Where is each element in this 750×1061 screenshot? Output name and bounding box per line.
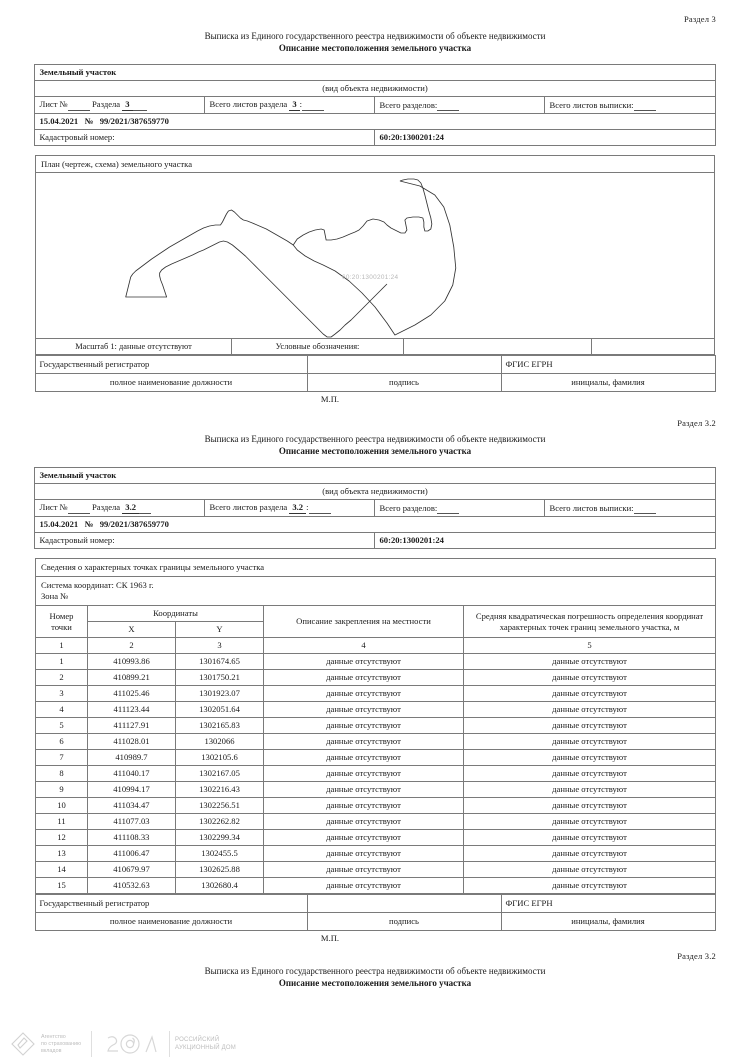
parcel-boundary-polygon: [293, 179, 456, 335]
coordinates-section-header: Сведения о характерных точках границы земельного участка: [36, 559, 716, 577]
document-title-1: Выписка из Единого государственного реестра недвижимости об объекте недвижимости: [204, 31, 546, 41]
document-subtitle-2: Описание местоположения земельного участка: [278, 446, 472, 456]
document-title-3: Выписка из Единого государственного реестра недвижимости об объекте недвижимости: [204, 966, 546, 976]
y-cell: 1302455.5: [176, 846, 264, 862]
x-cell: 410993.86: [88, 654, 176, 670]
point-number-cell: 13: [36, 846, 88, 862]
section-tag-3-2: Раздел 3.2: [677, 418, 716, 428]
description-cell: данные отсутствуют: [264, 766, 464, 782]
table-row: [36, 862, 716, 878]
plan-legend-label: Условные обозначения:: [232, 339, 404, 354]
x-cell: 411077.03: [88, 814, 176, 830]
caption-signature: подпись: [307, 374, 501, 392]
description-cell: данные отсутствуют: [264, 782, 464, 798]
y-cell: 1302256.51: [176, 798, 264, 814]
point-number-cell: 6: [36, 734, 88, 750]
y-cell: 1302299.34: [176, 830, 264, 846]
registrar-title: Государственный регистратор: [35, 895, 307, 913]
auction-logo-inner-divider: [169, 1031, 170, 1057]
total-extract-blank[interactable]: [634, 102, 656, 111]
table-row: [36, 798, 716, 814]
document-date: 15.04.2021: [39, 519, 79, 529]
description-cell: данные отсутствуют: [264, 750, 464, 766]
error-cell: данные отсутствуют: [464, 654, 716, 670]
total-sheets-blank[interactable]: [302, 102, 324, 111]
date-number-cell: [35, 517, 715, 533]
point-number-cell: 7: [36, 750, 88, 766]
description-cell: данные отсутствуют: [264, 878, 464, 894]
point-number-cell: 12: [36, 830, 88, 846]
point-number-cell: 3: [36, 686, 88, 702]
object-type-value: Земельный участок: [35, 468, 715, 484]
registrar-signature-cell[interactable]: [307, 356, 501, 374]
y-cell: 1302625.88: [176, 862, 264, 878]
point-number-cell: 11: [36, 814, 88, 830]
sheet-value-blank[interactable]: [68, 505, 90, 514]
point-number-cell: 15: [36, 878, 88, 894]
error-cell: данные отсутствуют: [464, 782, 716, 798]
header-description: Описание закрепления на местности: [264, 606, 464, 638]
total-sheets-label: Всего листов раздела: [209, 502, 288, 512]
object-type-value: Земельный участок: [35, 65, 715, 81]
cadastral-label: Кадастровый номер:: [35, 533, 375, 549]
x-cell: 411034.47: [88, 798, 176, 814]
object-type-row: [35, 65, 715, 81]
registrar-block-2: [35, 894, 716, 931]
total-sheets-value: 3.2: [289, 502, 306, 514]
description-cell: данные отсутствуют: [264, 814, 464, 830]
point-number-cell: 5: [36, 718, 88, 734]
sheet-value-blank[interactable]: [68, 102, 90, 111]
error-cell: данные отсутствуют: [464, 734, 716, 750]
caption-position: полное наименование должности: [35, 374, 307, 392]
section-label: Раздела: [92, 502, 121, 512]
agency-deposit-insurance-logo: [10, 1031, 36, 1057]
section-value: 3: [122, 99, 132, 111]
y-cell: 1302105.6: [176, 750, 264, 766]
description-cell: данные отсутствуют: [264, 654, 464, 670]
error-cell: данные отсутствуют: [464, 878, 716, 894]
document-number: 99/2021/387659770: [99, 116, 169, 126]
table-row: [36, 734, 716, 750]
document-subtitle-1: Описание местоположения земельного участка: [278, 43, 472, 53]
total-sections-cell: [375, 500, 545, 517]
total-extract-label: Всего листов выписки:: [549, 99, 634, 110]
table-row: [36, 814, 716, 830]
y-cell: 1302262.82: [176, 814, 264, 830]
object-type-caption-row: [35, 484, 715, 500]
table-row: [36, 654, 716, 670]
error-cell: данные отсутствуют: [464, 846, 716, 862]
error-cell: данные отсутствуют: [464, 702, 716, 718]
coordinate-system: Система координат: СК 1963 г.: [41, 580, 154, 590]
plan-header: План (чертеж, схема) земельного участка: [36, 156, 714, 173]
registrar-title-row: [35, 895, 715, 913]
header-y: Y: [176, 622, 264, 638]
table-row: [36, 846, 716, 862]
total-sections-label: Всего разделов:: [379, 99, 438, 110]
auction-logo-line-1: РОССИЙСКИЙ: [175, 1037, 220, 1043]
x-cell: 411108.33: [88, 830, 176, 846]
total-extract-label: Всего листов выписки:: [549, 502, 634, 513]
stamp-label-2: М.П.: [320, 933, 340, 943]
x-cell: 410679.97: [88, 862, 176, 878]
registrar-title: Государственный регистратор: [35, 356, 307, 374]
y-cell: 1302216.43: [176, 782, 264, 798]
footer-logo-divider: [91, 1031, 92, 1057]
cadastral-watermark: 60:20:1300201:24: [342, 274, 399, 281]
y-cell: 1302066: [176, 734, 264, 750]
x-cell: 411123.44: [88, 702, 176, 718]
stamp-label-1: М.П.: [320, 394, 340, 404]
coordinates-header-row-1: [36, 606, 716, 622]
parcel-map-svg: [36, 173, 714, 338]
registrar-caption-row: [35, 374, 715, 392]
agency-deposit-insurance-logo-block: [10, 1031, 81, 1057]
point-number-cell: 8: [36, 766, 88, 782]
coordinates-section-header-row: [36, 559, 716, 577]
cadastral-row: [35, 533, 715, 549]
total-extract-cell: [545, 97, 715, 114]
section-label: Раздела: [92, 99, 121, 109]
caption-initials: инициалы, фамилия: [501, 913, 715, 931]
description-cell: данные отсутствуют: [264, 830, 464, 846]
russian-auction-house-logo-block: [102, 1031, 236, 1057]
error-cell: данные отсутствуют: [464, 862, 716, 878]
table-row: [36, 830, 716, 846]
number-symbol: №: [84, 116, 94, 126]
point-number-cell: 1: [36, 654, 88, 670]
col-num-1: 1: [36, 638, 88, 654]
sheet-cell: [35, 500, 205, 517]
plan-scale-label: Масштаб 1: данные отсутствуют: [36, 339, 232, 354]
agency-logo-line-2: по страхованию: [41, 1040, 82, 1047]
plan-legend-value: [404, 339, 592, 354]
date-number-row: [35, 114, 715, 130]
registrar-caption-row: [35, 913, 715, 931]
section-value-blank[interactable]: [139, 505, 151, 514]
description-cell: данные отсутствуют: [264, 670, 464, 686]
coordinates-rows-body: [36, 654, 716, 894]
y-cell: 1302167.05: [176, 766, 264, 782]
section-value: 3.2: [122, 502, 139, 514]
total-sheets-label: Всего листов раздела: [209, 99, 288, 109]
y-cell: 1301750.21: [176, 670, 264, 686]
table-row: [36, 718, 716, 734]
y-cell: 1302051.64: [176, 702, 264, 718]
x-cell: 411028.01: [88, 734, 176, 750]
registrar-block-1: [35, 355, 716, 392]
date-number-row: [35, 517, 715, 533]
section-tag-3: Раздел 3: [683, 14, 716, 24]
x-cell: 410989.7: [88, 750, 176, 766]
error-cell: данные отсутствуют: [464, 718, 716, 734]
description-cell: данные отсутствуют: [264, 846, 464, 862]
footer-logos: [10, 1031, 236, 1057]
description-cell: данные отсутствуют: [264, 702, 464, 718]
table-row: [36, 686, 716, 702]
object-type-caption: (вид объекта недвижимости): [35, 81, 715, 97]
caption-initials: инициалы, фамилия: [501, 374, 715, 392]
total-sections-blank[interactable]: [437, 505, 459, 514]
error-cell: данные отсутствуют: [464, 670, 716, 686]
registrar-title-row: [35, 356, 715, 374]
object-type-caption-row: [35, 81, 715, 97]
cadastral-label: Кадастровый номер:: [35, 130, 375, 146]
registrar-system: ФГИС ЕГРН: [501, 895, 715, 913]
table-row: [36, 878, 716, 894]
point-number-cell: 14: [36, 862, 88, 878]
table-row: [36, 782, 716, 798]
header-x: X: [88, 622, 176, 638]
total-sheets-value: 3: [289, 99, 299, 111]
agency-logo-text: [41, 1034, 81, 1055]
x-cell: 410899.21: [88, 670, 176, 686]
total-extract-blank[interactable]: [634, 505, 656, 514]
description-cell: данные отсутствуют: [264, 798, 464, 814]
y-cell: 1302165.83: [176, 718, 264, 734]
plan-canvas[interactable]: [36, 173, 714, 339]
header-point-number: Номер точки: [36, 606, 88, 638]
total-sections-label: Всего разделов:: [379, 502, 438, 513]
object-type-row: [35, 468, 715, 484]
agency-logo-line-3: вкладов: [41, 1047, 62, 1054]
description-cell: данные отсутствуют: [264, 734, 464, 750]
col-num-4: 4: [264, 638, 464, 654]
plan-footer: [36, 339, 714, 354]
auction-logo-line-2: АУКЦИОННЫЙ ДОМ: [175, 1045, 236, 1051]
document-number: 99/2021/387659770: [99, 519, 169, 529]
header-error: Средняя квадратическая погрешность определения координат характерных точек границ земельного участка, м: [464, 606, 716, 638]
description-cell: данные отсутствуют: [264, 718, 464, 734]
coordinates-table: [35, 558, 716, 894]
point-number-cell: 10: [36, 798, 88, 814]
error-cell: данные отсутствуют: [464, 798, 716, 814]
date-number-cell: [35, 114, 715, 130]
total-sections-cell: [375, 97, 545, 114]
registrar-signature-cell[interactable]: [307, 895, 501, 913]
document-date: 15.04.2021: [39, 116, 79, 126]
header-coordinates-group: Координаты: [88, 606, 264, 622]
error-cell: данные отсутствуют: [464, 750, 716, 766]
number-symbol: №: [84, 519, 94, 529]
total-sheets-blank[interactable]: [309, 505, 331, 514]
plan-block: [35, 155, 715, 355]
coordinate-system-cell: [36, 577, 716, 606]
info-block-1: [34, 64, 715, 146]
col-num-3: 3: [176, 638, 264, 654]
point-number-cell: 4: [36, 702, 88, 718]
x-cell: 411040.17: [88, 766, 176, 782]
sheet-label: Лист №: [39, 99, 68, 109]
table-row: [36, 766, 716, 782]
cadastral-number: 60:20:1300201:24: [375, 130, 715, 146]
error-cell: данные отсутствуют: [464, 830, 716, 846]
sheet-label: Лист №: [39, 502, 68, 512]
section-tag-3-2-next: Раздел 3.2: [677, 951, 716, 961]
sheet-counts-row: [35, 500, 715, 517]
error-cell: данные отсутствуют: [464, 686, 716, 702]
coordinates-block: [35, 558, 715, 894]
cadastral-row: [35, 130, 715, 146]
col-num-5: 5: [464, 638, 716, 654]
description-cell: данные отсутствуют: [264, 686, 464, 702]
error-cell: данные отсутствуют: [464, 766, 716, 782]
x-cell: 410532.63: [88, 878, 176, 894]
y-cell: 1301674.65: [176, 654, 264, 670]
object-type-caption: (вид объекта недвижимости): [35, 484, 715, 500]
russian-auction-house-logo: [102, 1032, 164, 1056]
coordinate-system-row: [36, 577, 716, 606]
total-extract-cell: [545, 500, 715, 517]
coordinate-zone: Зона №: [41, 591, 69, 601]
total-sections-blank[interactable]: [437, 102, 459, 111]
document-subtitle-3: Описание местоположения земельного участка: [278, 978, 472, 988]
y-cell: 1301923.07: [176, 686, 264, 702]
coordinates-column-numbers-row: [36, 638, 716, 654]
x-cell: 410994.17: [88, 782, 176, 798]
point-number-cell: 2: [36, 670, 88, 686]
point-number-cell: 9: [36, 782, 88, 798]
sheet-counts-row: [35, 97, 715, 114]
x-cell: 411127.91: [88, 718, 176, 734]
table-row: [36, 670, 716, 686]
description-cell: данные отсутствуют: [264, 862, 464, 878]
x-cell: 411006.47: [88, 846, 176, 862]
auction-logo-text: [175, 1036, 236, 1052]
sheet-cell: [35, 97, 205, 114]
col-num-2: 2: [88, 638, 176, 654]
cadastral-number: 60:20:1300201:24: [375, 533, 715, 549]
agency-logo-line-1: Агентство: [41, 1033, 66, 1040]
table-row: [36, 750, 716, 766]
total-sheets-cell: Всего листов раздела 3.2 :: [205, 500, 375, 517]
x-cell: 411025.46: [88, 686, 176, 702]
caption-position: полное наименование должности: [35, 913, 307, 931]
info-block-2: [34, 467, 715, 549]
y-cell: 1302680.4: [176, 878, 264, 894]
plan-extra-value: [592, 339, 714, 354]
error-cell: данные отсутствуют: [464, 814, 716, 830]
total-sheets-cell: Всего листов раздела 3 :: [205, 97, 375, 114]
document-title-2: Выписка из Единого государственного реестра недвижимости об объекте недвижимости: [204, 434, 546, 444]
section-value-blank[interactable]: [133, 102, 147, 111]
caption-signature: подпись: [307, 913, 501, 931]
registrar-system: ФГИС ЕГРН: [501, 356, 715, 374]
table-row: [36, 702, 716, 718]
